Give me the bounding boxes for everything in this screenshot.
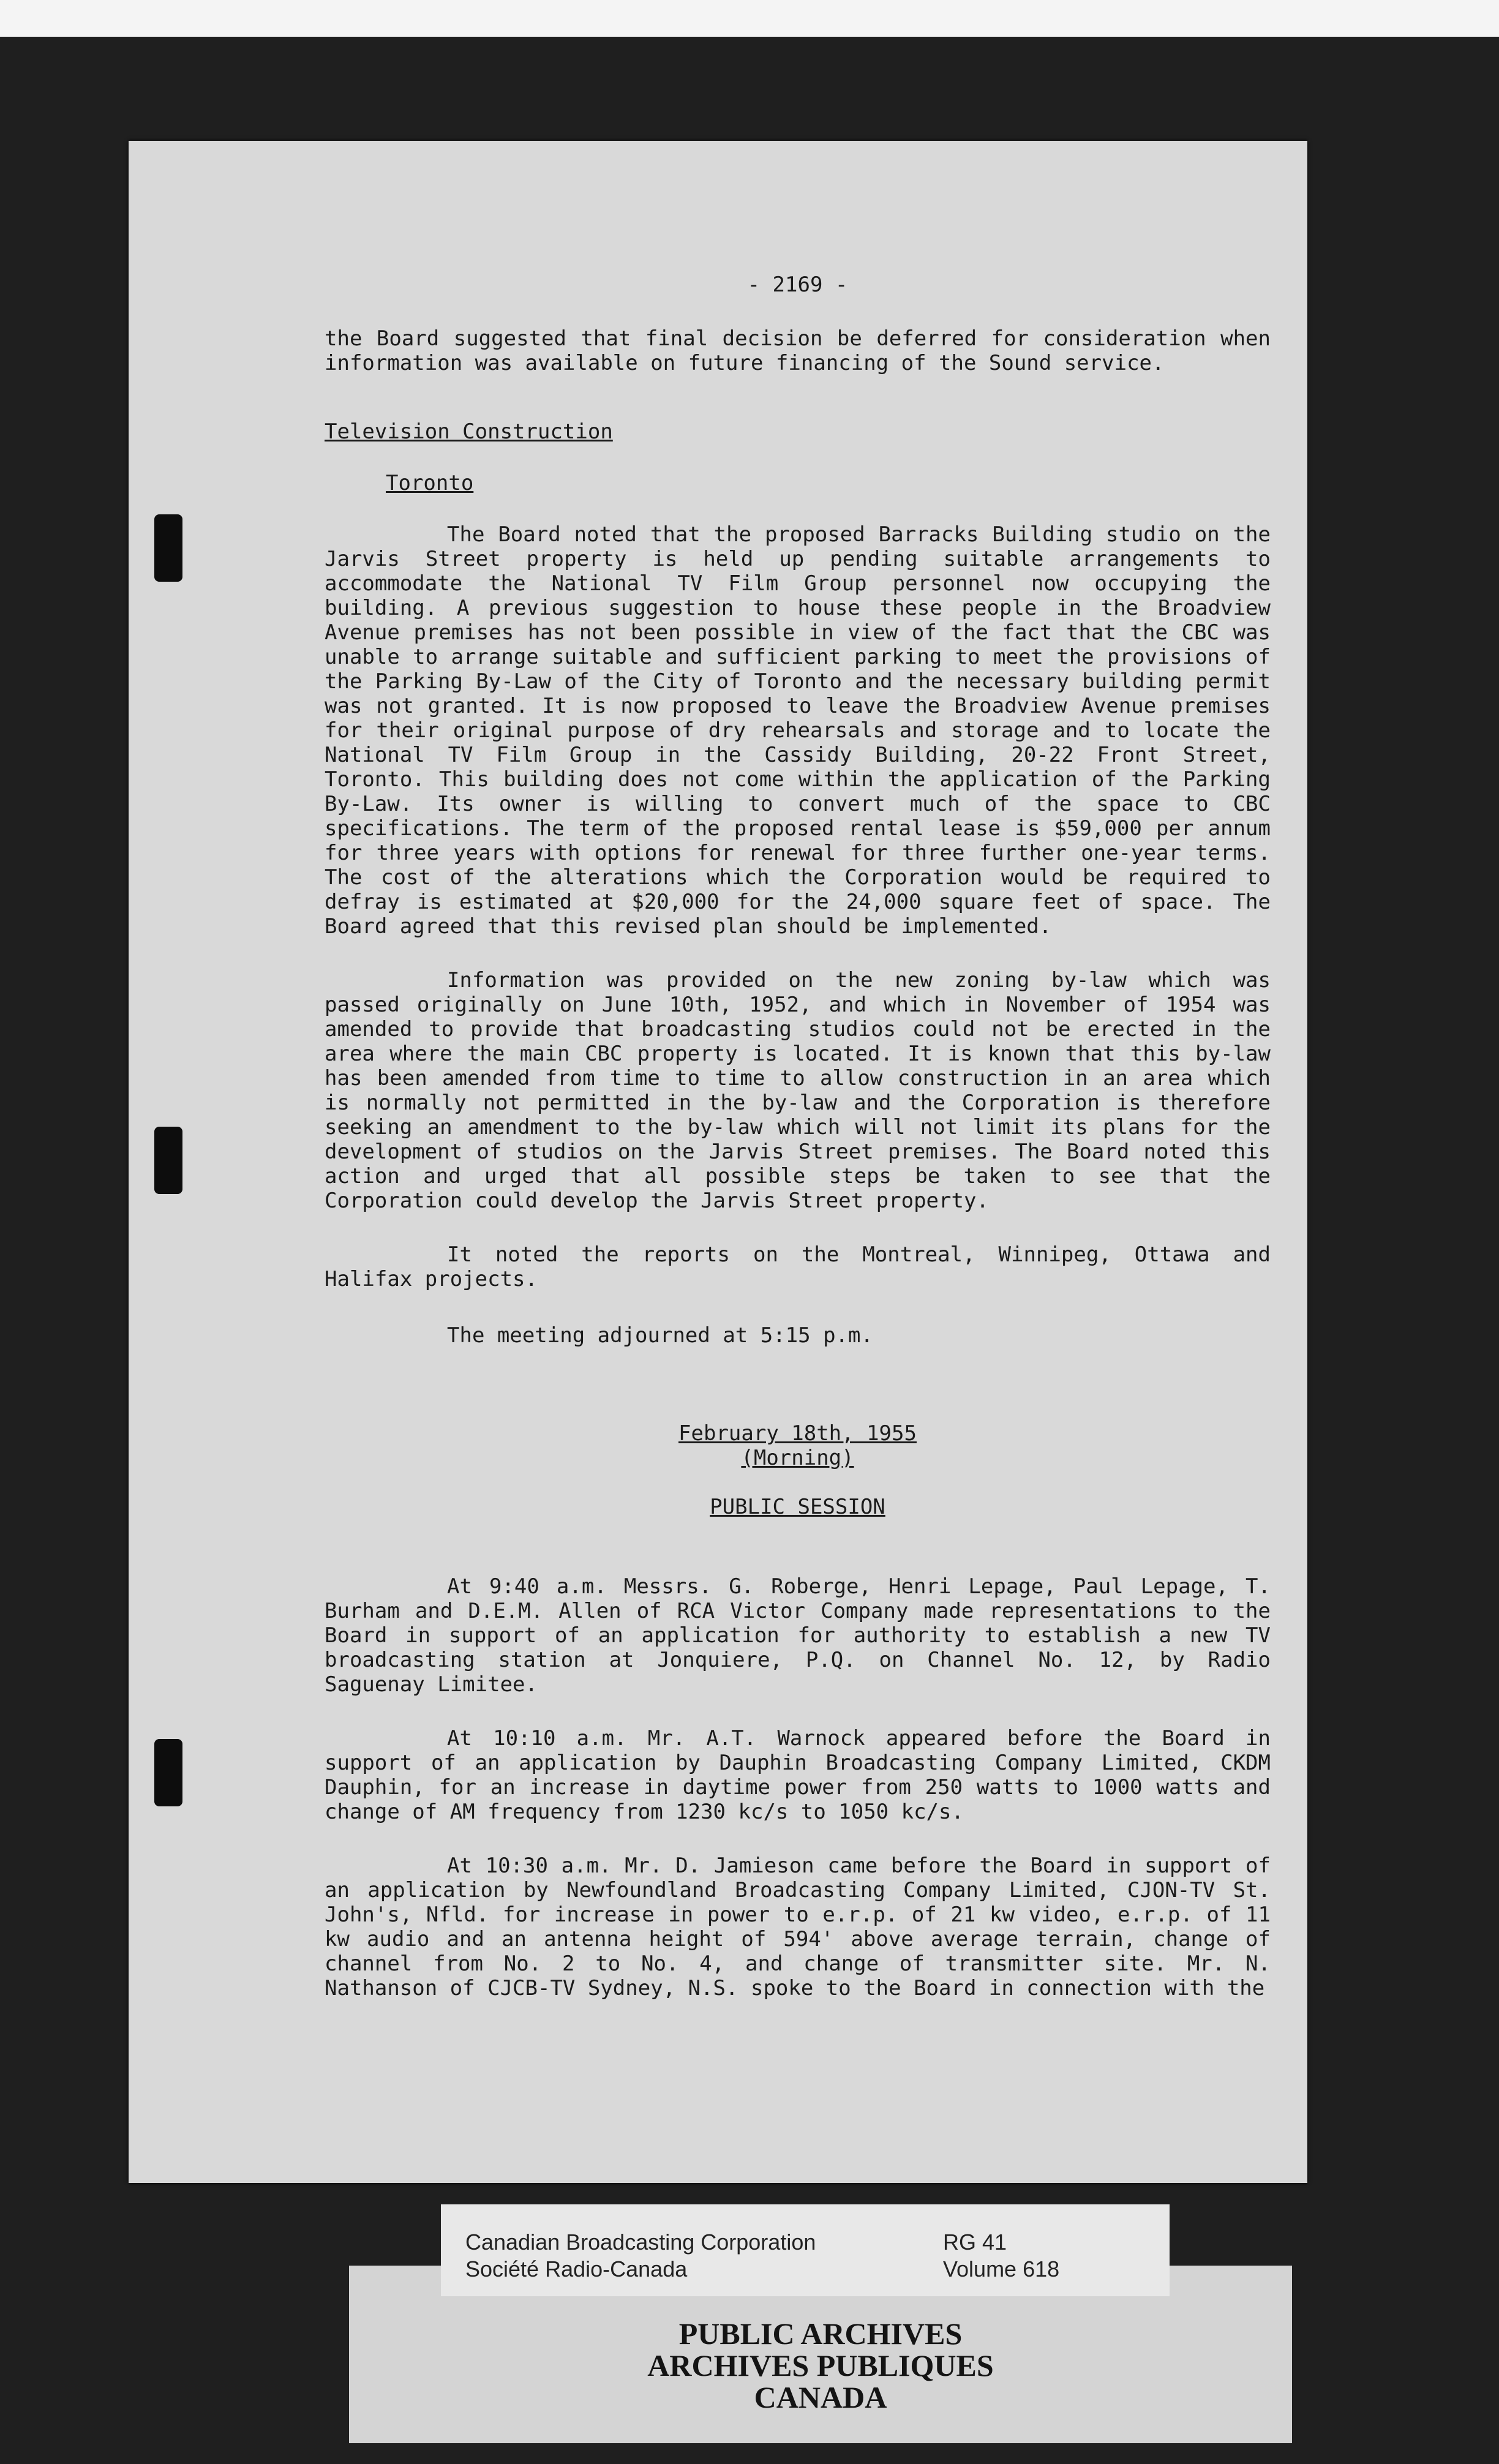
punch-hole-bottom <box>154 1739 182 1806</box>
archive-label <box>441 2204 1170 2296</box>
paragraph-dauphin: At 10:10 a.m. Mr. A.T. Warnock appeared before the Board in support of an application by Dauphin Broadcasting Company Limited, CKDM Dauphin, for an increase in daytime power from 250 watts to 1000 watts and change of AM frequency from 1230 kc/s to 1050 kc/s. <box>325 1726 1271 1824</box>
session-time-of-day: (Morning) <box>741 1446 854 1470</box>
section-heading: Television Construction <box>325 419 613 444</box>
paragraph-deferred-decision: the Board suggested that final decision be deferred for consideration when information was available on future financing of the Sound service. <box>325 326 1271 375</box>
subsection-heading: Toronto <box>386 471 474 495</box>
paragraph-zoning-bylaw: Information was provided on the new zoning by-law which was passed originally on June 10th, 1952, and which in November of 1954 was amended to provide that broadcasting studios could not be erected in the area where the main CBC property is located. It is known that this by-law has been amended from time to time to allow construction in an area which is normally not permitted in the by-law and the Corporation is therefore seeking an amendment to the by-law which will not limit its plans for the development of studios on the Jarvis Street premises. The Board noted this action and urged that all possible steps be taken to see that the Corporation could develop the Jarvis Street property. <box>325 968 1271 1213</box>
label-org-french: Société Radio-Canada <box>465 2256 688 2282</box>
archive-stamp-line2: ARCHIVES PUBLIQUES <box>647 2348 994 2383</box>
adjournment-note: The meeting adjourned at 5:15 p.m. <box>447 1323 873 1348</box>
session-title: PUBLIC SESSION <box>710 1495 885 1519</box>
label-volume: Volume 618 <box>943 2256 1060 2282</box>
punch-hole-middle <box>154 1127 182 1194</box>
label-record-group: RG 41 <box>943 2229 1007 2255</box>
document-page <box>129 141 1307 2183</box>
paragraph-rca-victor: At 9:40 a.m. Messrs. G. Roberge, Henri Lepage, Paul Lepage, T. Burham and D.E.M. Allen of RCA Victor Company made representations to the Board in support of an application for authority to establish a new TV broadcasting station at Jonquiere, P.Q. on Channel No. 12, by Radio Saguenay Limitee. <box>325 1574 1271 1697</box>
label-org-english: Canadian Broadcasting Corporation <box>465 2229 816 2255</box>
archive-stamp-line3: CANADA <box>754 2380 887 2414</box>
session-date-block <box>325 1421 1271 1470</box>
session-date: February 18th, 1955 <box>678 1421 917 1446</box>
archive-stamp-line1: PUBLIC ARCHIVES <box>678 2316 963 2351</box>
page-number: - 2169 - <box>747 272 848 297</box>
paragraph-barracks-building: The Board noted that the proposed Barracks Building studio on the Jarvis Street property is held up pending suitable arrangements to accommodate the National TV Film Group personnel now occupying the building. A previous suggestion to house these people in the Broadview Avenue premises has not been possible in view of the fact that the CBC was unable to arrange suitable and sufficient parking to meet the provisions of the Parking By-Law of the City of Toronto and the necessary building permit was not granted. It is now proposed to leave the Broadview Avenue premises for their original purpose of dry rehearsals and storage and to locate the National TV Film Group in the Cassidy Building, 20-22 Front Street, Toronto. This building does not come within the application of the Parking By-Law. Its owner is willing to convert much of the space to CBC specifications. The term of the proposed rental lease is $59,000 per annum for three years with options for renewal for three further one-year terms. The cost of the alterations which the Corporation would be required to defray is estimated at $20,000 for the 24,000 square feet of space. The Board agreed that this revised plan should be implemented. <box>325 522 1271 939</box>
document-body <box>325 272 1271 2000</box>
punch-hole-top <box>154 514 182 582</box>
paragraph-project-reports: It noted the reports on the Montreal, Winnipeg, Ottawa and Halifax projects. <box>325 1242 1271 1291</box>
top-border-strip <box>0 0 1499 37</box>
paragraph-newfoundland: At 10:30 a.m. Mr. D. Jamieson came before the Board in support of an application by Newfoundland Broadcasting Company Limited, CJON-TV St. John's, Nfld. for increase in power to e.r.p. of 21 kw video, e.r.p. of 11 kw audio and an antenna height of 594' above average terrain, change of channel from No. 2 to No. 4, and change of transmitter site. Mr. N. Nathanson of CJCB-TV Sydney, N.S. spoke to the Board in connection with the <box>325 1854 1271 2000</box>
